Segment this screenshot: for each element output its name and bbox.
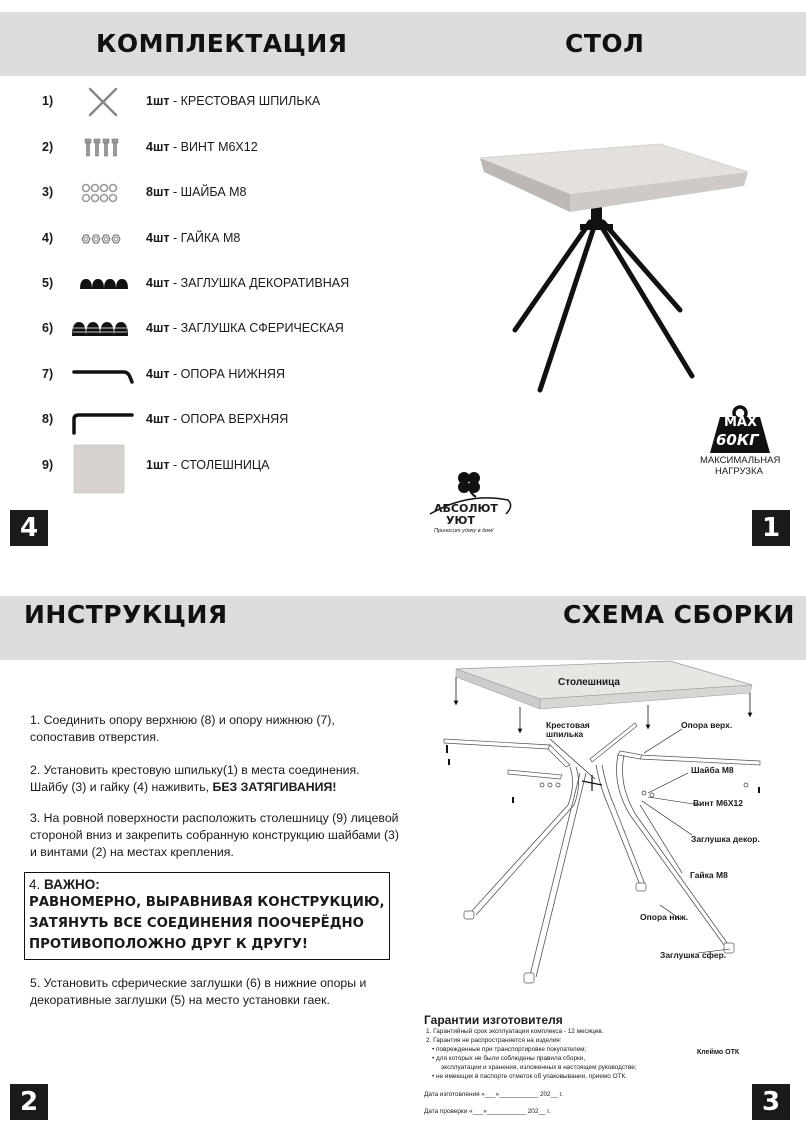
kit-item-label: [146, 321, 344, 335]
kit-item: [0, 224, 400, 254]
warranty-line: • не имеющих в паспорте отметок об упаковывании, приемо ОТК.: [432, 1073, 627, 1080]
important-title: ВАЖНО:: [44, 877, 100, 892]
kit-item-qty: 1шт: [146, 458, 170, 472]
kit-item-qty: 4шт: [146, 231, 170, 245]
date-made: Дата изготовления «___»___________ 202__ г.: [424, 1091, 563, 1098]
kit-item-number: 4): [42, 231, 54, 245]
assembly-title: СХЕМА СБОРКИ: [563, 600, 795, 629]
logo-name-line2: УЮТ: [446, 514, 475, 527]
step-2: [30, 762, 375, 796]
otk-stamp: Клеймо ОТК: [697, 1049, 740, 1056]
label-decor-cap: Заглушка декор.: [691, 834, 760, 844]
kit-item-name: - ГАЙКА М8: [169, 231, 241, 245]
kit-item: [0, 405, 400, 435]
kit-item-name: - ЗАГЛУШКА СФЕРИЧЕСКАЯ: [169, 321, 344, 335]
label-lower-leg: Опора ниж.: [640, 912, 688, 922]
label-screw: Винт М6Х12: [693, 798, 743, 808]
kit-item-name: - КРЕСТОВАЯ ШПИЛЬКА: [169, 94, 321, 108]
kit-item-number: 7): [42, 367, 54, 381]
screws-icon: [72, 133, 134, 163]
logo-name-line1: АБСОЛЮТ: [434, 502, 498, 515]
max-label: MAX: [724, 415, 758, 430]
kit-item-number: 3): [42, 185, 54, 199]
kit-item: [0, 451, 400, 481]
label-washer: Шайба М8: [691, 765, 734, 775]
kit-item-qty: 4шт: [146, 276, 170, 290]
warranty-line: эксплуатации и хранения, изложенных в настоящем руководстве;: [441, 1064, 637, 1071]
decor-caps-icon: [72, 269, 134, 299]
max-weight-label: 60КГ: [716, 431, 759, 449]
date-checked: Дата проверки «___»___________ 202__ г.: [424, 1108, 551, 1115]
kit-item: [0, 178, 400, 208]
label-cross-pin-1: Крестовая: [546, 720, 590, 730]
kit-item-name: - ВИНТ М6Х12: [169, 140, 258, 154]
kit-item-label: [146, 231, 240, 245]
kit-item-qty: 4шт: [146, 412, 170, 426]
important-box: [24, 872, 390, 960]
kit-item-label: [146, 94, 320, 108]
kit-item-name: - СТОЛЕШНИЦА: [169, 458, 270, 472]
warranty-line: • поврежденные при транспортировке покупателем;: [432, 1046, 587, 1053]
kit-item-name: - ОПОРА ВЕРХНЯЯ: [169, 412, 289, 426]
label-upper-leg: Опора верх.: [681, 720, 733, 730]
kit-item-qty: 8шт: [146, 185, 170, 199]
step-5: 5. Установить сферические заглушки (6) в нижние опоры и декоративные заглушки (5) на место установки гаек.: [30, 976, 367, 1007]
nuts-icon: [72, 224, 134, 254]
instr-title: ИНСТРУКЦИЯ: [24, 600, 228, 629]
kit-item-number: 2): [42, 140, 54, 154]
kit-item-name: - ШАЙБА М8: [169, 185, 247, 199]
step-2-text: 2. Установить крестовую шпильку(1) в места соединения. Шайбу (3) и гайку (4) наживить,: [30, 763, 360, 794]
kit-item-qty: 1шт: [146, 94, 170, 108]
washers-icon: [72, 178, 134, 208]
page-number-4: 4: [10, 510, 48, 546]
important-num: 4.: [29, 877, 45, 892]
kit-title: КОМПЛЕКТАЦИЯ: [96, 29, 348, 58]
kit-item: [0, 314, 400, 344]
kit-item-qty: 4шт: [146, 321, 170, 335]
upper-leg-icon: [72, 405, 134, 435]
assembly-diagram: [430, 655, 780, 1000]
kit-item-name: - ЗАГЛУШКА ДЕКОРАТИВНАЯ: [169, 276, 350, 290]
kit-item-label: [146, 458, 269, 472]
kit-item-number: 5): [42, 276, 54, 290]
kit-item: [0, 87, 400, 117]
kit-item-label: [146, 140, 258, 154]
kit-item-label: [146, 367, 285, 381]
label-tabletop: Столешница: [558, 677, 620, 688]
kit-item-label: [146, 185, 247, 199]
kit-item-qty: 4шт: [146, 367, 170, 381]
warranty-title: Гарантии изготовителя: [424, 1013, 563, 1027]
kit-item: [0, 360, 400, 390]
important-text: РАВНОМЕРНО, ВЫРАВНИВАЯ КОНСТРУКЦИЮ, ЗАТЯНУТЬ ВСЕ СОЕДИНЕНИЯ ПООЧЕРЁДНО ПРОТИВОПОЛОЖНО ДРУГ К ДРУГУ!: [29, 895, 385, 952]
step-3: 3. На ровной поверхности расположить столешницу (9) лицевой стороной вниз и закрепить собранную конструкцию шайбами (3) и винтами (2) на местах крепления.: [30, 811, 399, 859]
step-1: 1. Соединить опору верхнюю (8) и опору нижнюю (7), сопоставив отверстия.: [30, 713, 335, 744]
lower-leg-icon: [72, 360, 134, 390]
step-2-emphasis: БЕЗ ЗАТЯГИВАНИЯ!: [212, 780, 337, 794]
kit-item-number: 9): [42, 458, 54, 472]
kit-item-number: 6): [42, 321, 54, 335]
logo-slogan: Приносит удачу в дом!: [434, 528, 494, 534]
max-load-caption-2: НАГРУЗКА: [715, 466, 763, 477]
kit-item: [0, 269, 400, 299]
kit-item-label: [146, 412, 288, 426]
page-number-2: 2: [10, 1084, 48, 1120]
page-number-3: 3: [752, 1084, 790, 1120]
table-title: СТОЛ: [565, 29, 645, 58]
max-load-caption-1: МАКСИМАЛЬНАЯ: [700, 455, 781, 466]
label-sphere-cap: Заглушка сфер.: [660, 950, 727, 960]
warranty-line: 2. Гарантия не распространяется на изделия:: [426, 1037, 562, 1044]
table-illustration: [470, 140, 760, 400]
warranty-line: • для которых не были соблюдены правила сборки,: [432, 1055, 586, 1062]
page-number-1: 1: [752, 510, 790, 546]
label-nut: Гайка М8: [690, 870, 728, 880]
kit-item-name: - ОПОРА НИЖНЯЯ: [169, 367, 285, 381]
warranty-line: 1. Гарантийный срок эксплуатации комплекса - 12 месяцев.: [426, 1028, 604, 1035]
kit-item-number: 1): [42, 94, 54, 108]
kit-item-label: [146, 276, 349, 290]
label-cross-pin-2: шпилька: [546, 729, 584, 739]
kit-item: [0, 133, 400, 163]
sphere-caps-icon: [72, 314, 134, 344]
tabletop-icon: [72, 443, 134, 495]
kit-item-number: 8): [42, 412, 54, 426]
kit-item-qty: 4шт: [146, 140, 170, 154]
cross-pin-icon: [72, 87, 134, 117]
